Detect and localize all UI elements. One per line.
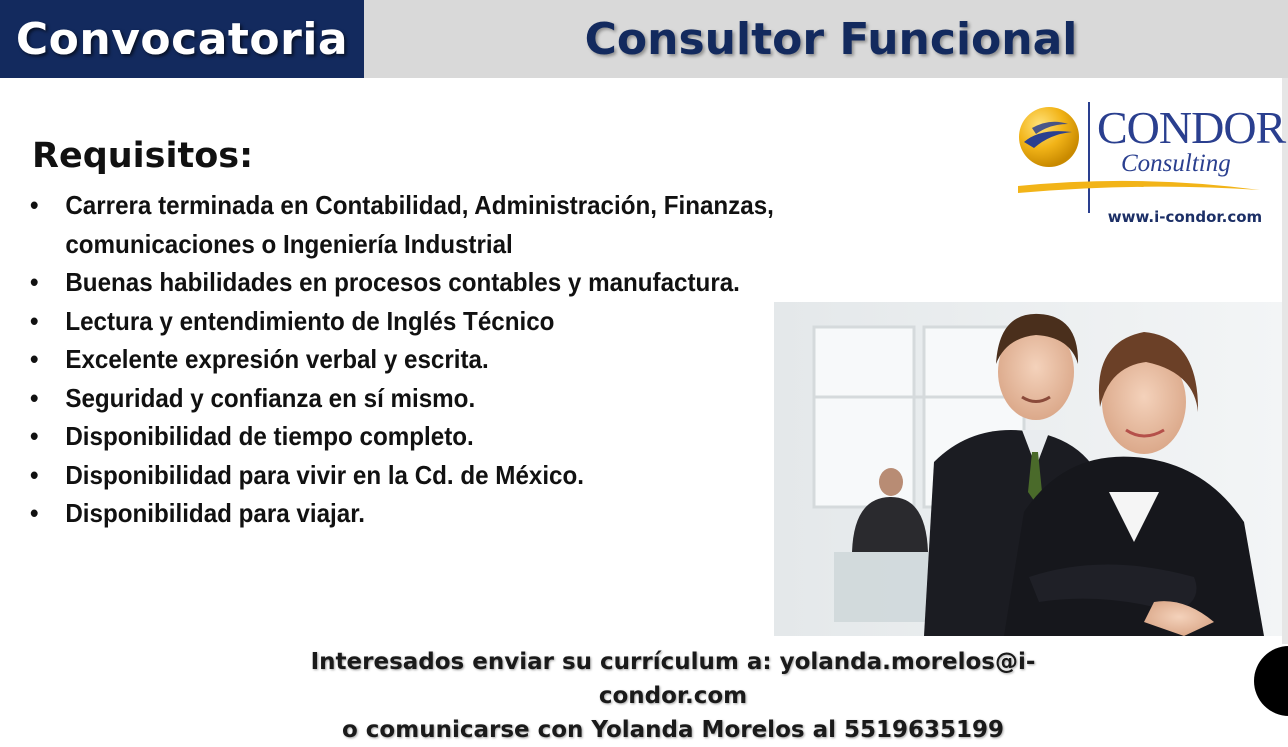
contact-line-phone: o comunicarse con Yolanda Morelos al 5519635199: [341, 717, 1005, 743]
convocatoria-title: Convocatoria: [15, 13, 349, 65]
logo-sub: Consulting: [1121, 150, 1231, 177]
bullet: •: [30, 498, 39, 528]
bullet: •: [30, 190, 39, 220]
requirement-item: [30, 379, 802, 418]
contact-line-email: Interesados enviar su currículum a: yolanda.morelos@i-condor.com: [310, 649, 1036, 709]
bullet: •: [30, 382, 39, 413]
contact-info: [240, 645, 1106, 747]
requirement-item: [30, 340, 802, 379]
logo-underline-swoosh: [1018, 181, 1260, 193]
logo-url: www.i-condor.com: [1107, 208, 1263, 226]
bullet: •: [30, 305, 39, 336]
requirement-item: [30, 263, 802, 302]
requirements-list: [30, 186, 860, 533]
requirement-text: Lectura y entendimiento de Inglés Técnico: [65, 305, 555, 336]
requirement-text: Excelente expresión verbal y escrita.: [65, 344, 489, 374]
requirement-item: [30, 417, 802, 456]
requirement-text: Carrera terminada en Contabilidad, Administración, Finanzas, comunicaciones o Ingeniería Industrial: [65, 190, 774, 259]
requirement-text: Disponibilidad de tiempo completo.: [65, 421, 474, 451]
requirement-item: [30, 456, 802, 495]
corner-circle: [1254, 646, 1288, 716]
bullet: •: [30, 344, 39, 374]
requirement-text: Disponibilidad para viajar.: [65, 498, 366, 528]
logo-name: CONDOR: [1097, 102, 1286, 153]
slide-edge: [1282, 78, 1288, 644]
requirement-text: Disponibilidad para vivir en la Cd. de México.: [65, 459, 585, 490]
requirement-item: [30, 186, 802, 263]
requirement-text: Buenas habilidades en procesos contables y manufactura.: [65, 267, 740, 297]
bullet: •: [30, 421, 39, 451]
business-people-photo: [774, 302, 1282, 636]
requirement-text: Seguridad y confianza en sí mismo.: [65, 382, 476, 413]
bullet: •: [30, 459, 39, 490]
requirement-item: [30, 494, 802, 533]
header-convocatoria: [0, 0, 364, 78]
requirements-heading: Requisitos:: [32, 136, 254, 176]
header-job-title: [364, 0, 1288, 78]
requirement-item: [30, 302, 802, 341]
job-title: Consultor Funcional: [584, 13, 1078, 65]
bullet: •: [30, 267, 39, 297]
